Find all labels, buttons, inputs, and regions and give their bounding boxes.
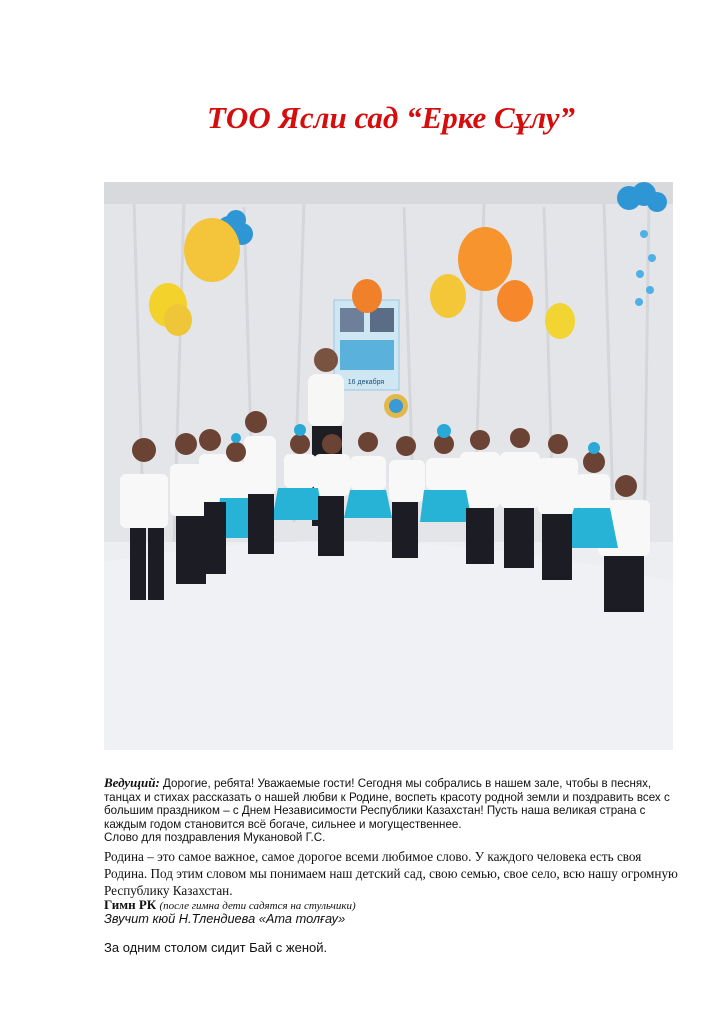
speaker-label: Ведущий: [104, 775, 160, 790]
hymn-note: (после гимна дети садятся на стульчики) [159, 900, 356, 912]
presenter-speech [104, 776, 684, 845]
music-line: Звучит кюй Н.Тлендиева «Ата толғау» [104, 911, 346, 926]
hymn-label: Гимн РК [104, 897, 157, 912]
banner-date: 16 декабря [347, 379, 385, 386]
congrats-line: Слово для поздравления Мукановой Г.С. [104, 831, 326, 845]
homeland-paragraph: Родина – это самое важное, самое дорогое всеми любимое слово. У каждого человека есть своя Родина. Под этим словом мы понимаем наш детский сад, свою семью, свое село, всю нашу огромную Республику Казахстан. [104, 849, 678, 898]
group-photo [104, 182, 673, 750]
scene-line: За одним столом сидит Бай с женой. [104, 940, 328, 955]
document-title: ТОО Ясли сад “Ерке Сұлу” [207, 100, 575, 135]
speech-text: Дорогие, ребята! Уважаемые гости! Сегодня мы собрались в нашем зале, чтобы в песнях, танцах и стихах рассказать о нашей любви к Родине, воспеть красоту родной земли и поздравить всех с большим праздником – с Днем Независимости Республики Казахстан! Пусть наша великая страна с каждым годом становится всё богаче, сильнее и могущественнее. [104, 777, 670, 831]
